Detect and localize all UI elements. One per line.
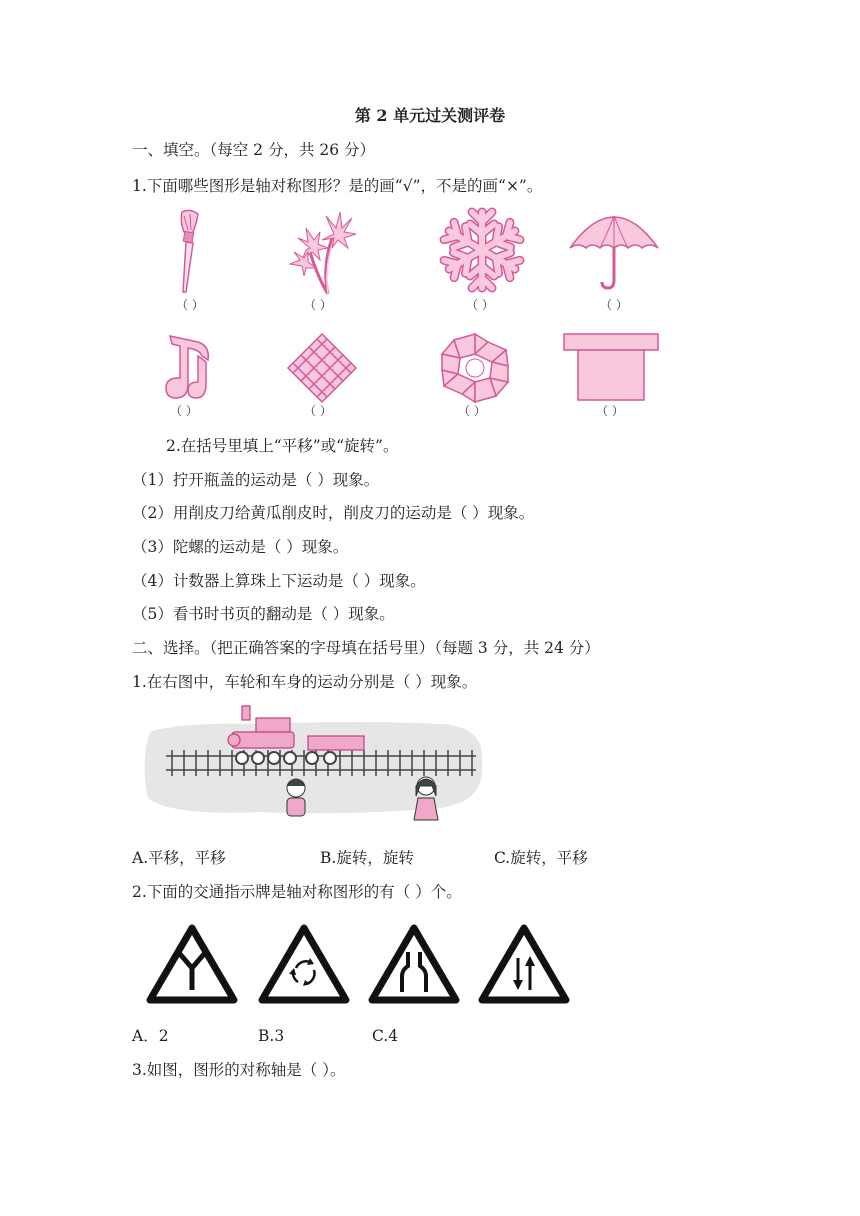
section1-heading: 一、填空。（每空 2 分，共 26 分）	[132, 141, 376, 159]
q1-prompt: 1.在右图中，车轮和车身的运动分别是（ ）现象。	[132, 673, 478, 691]
umbrella-icon	[566, 208, 662, 292]
y-junction-sign-icon	[146, 924, 238, 1004]
snowflake-icon	[436, 206, 528, 294]
choice-option-c[interactable]: C.旋转，平移	[494, 849, 588, 867]
answer-blank[interactable]: （ ）	[600, 298, 628, 312]
q2-prompt: 2.下面的交通指示牌是轴对称图形的有（ ）个。	[132, 883, 462, 901]
music-note-icon	[158, 332, 218, 402]
paintbrush-icon	[170, 208, 210, 298]
choice-option-b[interactable]: B.3	[258, 1027, 285, 1045]
choice-option-c[interactable]: C.4	[372, 1027, 399, 1045]
answer-blank[interactable]: （ ）	[304, 404, 332, 418]
roundabout-sign-icon	[258, 924, 350, 1004]
fill-item: （3）陀螺的运动是（ ）现象。	[132, 538, 349, 556]
choice-option-b[interactable]: B.旋转，旋转	[320, 849, 414, 867]
lattice-diamond-icon	[286, 332, 358, 404]
fill-item: （5）看书时书页的翻动是（ ）现象。	[132, 605, 395, 623]
fill-item: （4）计数器上算珠上下运动是（ ）现象。	[132, 572, 426, 590]
answer-blank[interactable]: （ ）	[176, 298, 204, 312]
answer-blank[interactable]: （ ）	[596, 404, 624, 418]
t-shape-icon	[562, 332, 660, 402]
choice-option-a[interactable]: A.平移，平移	[132, 849, 226, 867]
fill-item: （1）拧开瓶盖的运动是（ ）现象。	[132, 471, 380, 489]
answer-blank[interactable]: （ ）	[170, 404, 198, 418]
q3-prompt: 3.如图，图形的对称轴是（ ）。	[132, 1061, 346, 1079]
page-title: 第 2 单元过关测评卷	[354, 106, 506, 125]
flower-branch-icon	[288, 208, 358, 298]
answer-blank[interactable]: （ ）	[304, 298, 332, 312]
fill-item: （2）用削皮刀给黄瓜削皮时，削皮刀的运动是（ ）现象。	[132, 504, 535, 522]
q2-prompt: 2.在括号里填上“平移”或“旋转”。	[166, 437, 399, 455]
section2-heading: 二、选择。（把正确答案的字母填在括号里）（每题 3 分，共 24 分）	[132, 639, 600, 657]
two-way-traffic-sign-icon	[478, 924, 570, 1004]
answer-blank[interactable]: （ ）	[458, 404, 486, 418]
q1-prompt: 1.下面哪些图形是轴对称图形？是的画“√”，不是的画“×”。	[132, 177, 543, 195]
pinwheel-icon	[434, 332, 516, 404]
road-narrows-sign-icon	[368, 924, 460, 1004]
choice-option-a[interactable]: A．2	[132, 1027, 169, 1045]
answer-blank[interactable]: （ ）	[466, 298, 494, 312]
train-illustration	[140, 702, 490, 830]
